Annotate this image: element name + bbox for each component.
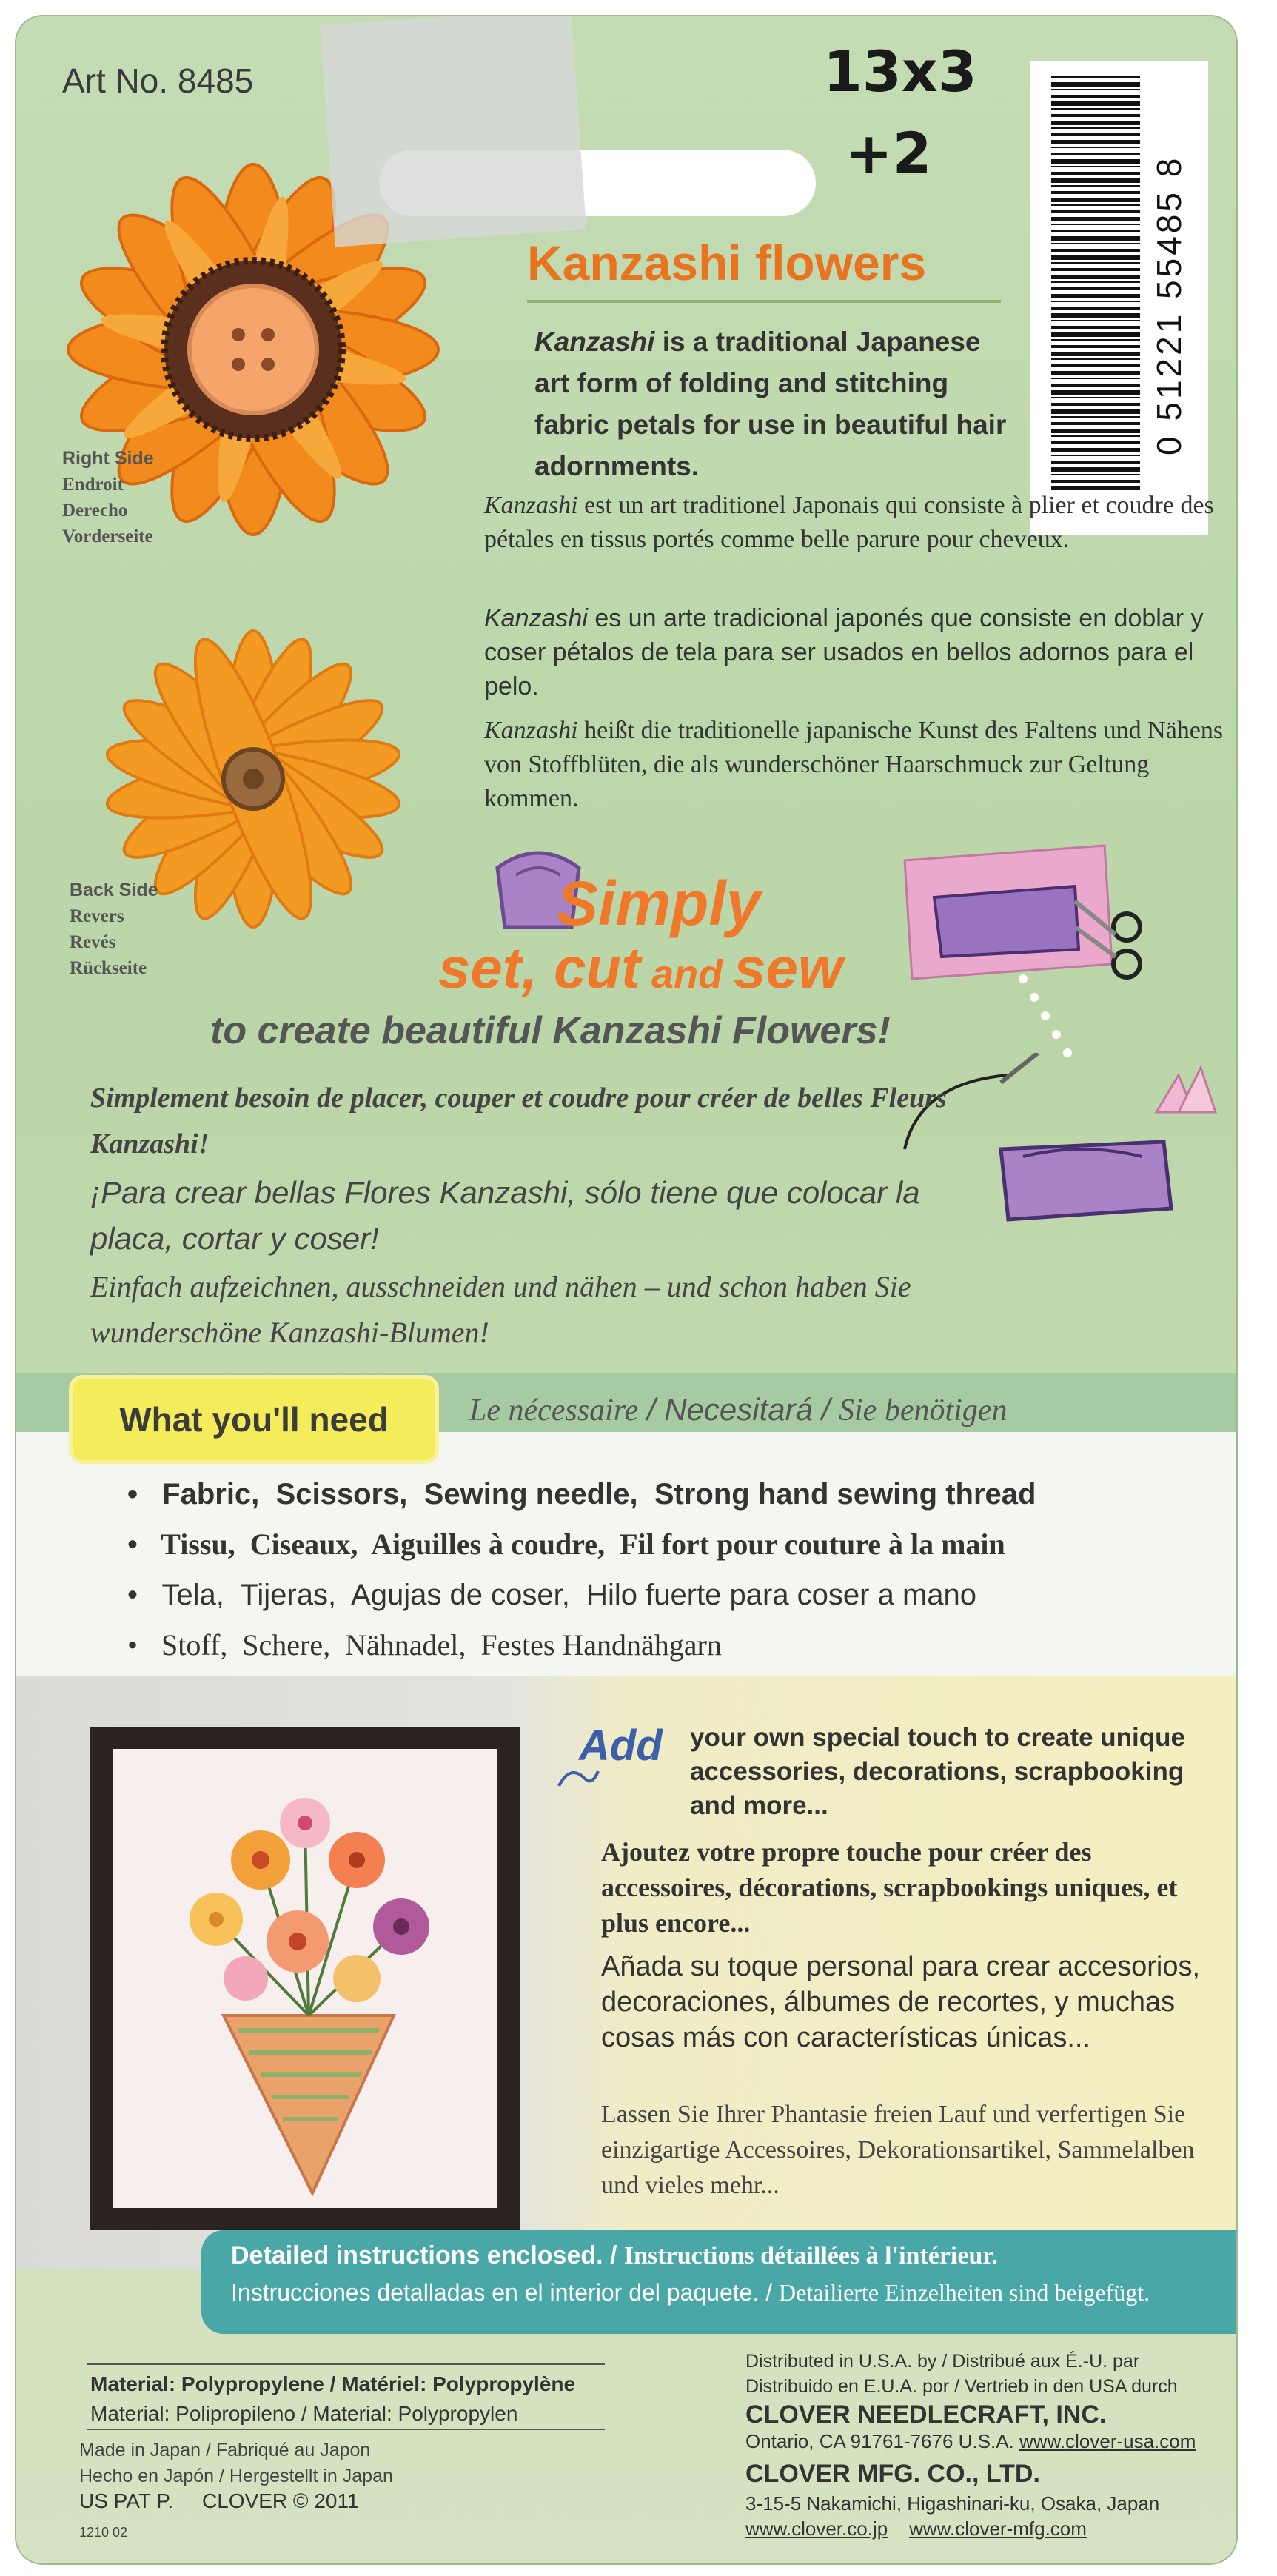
set-cut-text: set, cut <box>438 935 641 1000</box>
material-divider-bottom <box>87 2429 605 2430</box>
title-underline <box>527 300 1001 303</box>
need-row-de <box>127 1620 1036 1670</box>
patent-text: US PAT P. <box>79 2489 174 2512</box>
intro-english <box>534 321 1008 487</box>
need-de-0: Stoff, <box>161 1628 228 1662</box>
intro-fr-text: est un art traditionel Japonais qui consiste à plier et coudre des pétales en tissus portés comme belle parure pour cheveux. <box>484 492 1214 553</box>
create-tagline: to create beautiful Kanzashi Flowers! <box>210 1009 891 1052</box>
simply-german: Einfach aufzeichnen, ausschneiden und nähen – und schon haben Sie wunderschöne Kanzashi-Blumen! <box>90 1270 911 1349</box>
material-info <box>90 2369 575 2429</box>
need-sep-1: / <box>638 1392 665 1427</box>
intro-spanish <box>484 601 1224 703</box>
back-side-label-es: Revés <box>70 932 116 952</box>
need-es-label: Necesitará <box>664 1392 813 1427</box>
quilt-flower-bouquet-image <box>113 1749 497 2208</box>
set-cut-sew-heading <box>438 934 843 1002</box>
nc-address-text: Ontario, CA 91761-7676 U.S.A. <box>745 2430 1019 2452</box>
intro-french <box>484 489 1224 557</box>
simply-french: Simplement besoin de placer, couper et coudre pour créer de belles Fleurs Kanzashi! <box>90 1083 947 1160</box>
need-es-0: Tela, <box>161 1579 224 1611</box>
instructions-de: Detailierte Einzelheiten sind beigefügt. <box>779 2279 1150 2306</box>
need-es-3: Hilo fuerte para coser a mano <box>586 1579 977 1611</box>
right-side-label-es: Derecho <box>62 501 128 521</box>
need-sep-2: / <box>813 1392 839 1427</box>
need-fr-2: Aiguilles à coudre, <box>371 1528 606 1561</box>
add-french: Ajoutez votre propre touche pour créer des accessoires, décorations, scrapbookings uniques, et plus encore... <box>601 1837 1178 1938</box>
need-list <box>127 1469 1036 1670</box>
need-de-label: Sie benötigen <box>839 1394 1008 1428</box>
back-side-label-en: Back Side <box>70 880 158 900</box>
instructions-en: Detailed instructions enclosed. / <box>231 2241 624 2269</box>
scissors-fabric-illustration <box>890 838 1156 994</box>
need-en-0: Fabric, <box>162 1478 260 1511</box>
clover-mfg-name: CLOVER MFG. CO., LTD. <box>745 2460 1040 2488</box>
dist-line-1: Distributed in U.S.A. by / Distribué aux É.-U. par <box>745 2351 1140 2372</box>
right-side-label-fr: Endroit <box>62 475 124 495</box>
right-side-labels <box>62 446 154 549</box>
patent-copyright <box>79 2489 359 2513</box>
package-card <box>16 16 1236 2563</box>
clover-mfg-address <box>745 2491 1159 2541</box>
need-de-2: Nähnadel, <box>345 1628 466 1662</box>
handwritten-note-line1: 13x3 <box>823 39 977 104</box>
need-fr-1: Ciseaux, <box>249 1528 358 1561</box>
sew-text: sew <box>734 935 843 1000</box>
material-line-2: Material: Polipropileno / Material: Polypropylen <box>90 2402 518 2425</box>
need-de-1: Schere, <box>242 1628 331 1662</box>
clover-needlecraft-address <box>745 2430 1196 2453</box>
intro-german <box>484 714 1224 816</box>
intro-de-term: Kanzashi <box>484 717 578 744</box>
need-other-languages <box>469 1392 1007 1428</box>
intro-en-text: is a traditional Japanese art form of folding and stitching fabric petals for use in beautiful hair adornments. <box>534 327 1007 481</box>
back-side-label-fr: Revers <box>70 906 124 926</box>
add-english: your own special touch to create unique accessories, decorations, scrapbooking and more... <box>690 1723 1185 1820</box>
made-line-1: Made in Japan / Fabriqué au Japon <box>79 2440 371 2460</box>
copyright-text: CLOVER © 2011 <box>202 2489 359 2512</box>
simply-heading: Simply <box>557 869 761 938</box>
made-line-2: Hecho en Japón / Hergestellt in Japan <box>79 2466 393 2486</box>
clover-mfg-link[interactable]: www.clover-mfg.com <box>909 2518 1087 2540</box>
distributor-info <box>745 2349 1219 2399</box>
barcode-number: 0 51221 55485 8 <box>1150 155 1188 455</box>
lot-number: 1210 02 <box>79 2525 128 2540</box>
right-side-label-en: Right Side <box>62 448 154 469</box>
need-en-3: Strong hand sewing thread <box>654 1478 1036 1511</box>
need-en-1: Scissors, <box>275 1478 408 1511</box>
dotted-path-decoration <box>1008 971 1082 1075</box>
need-fr-0: Tissu, <box>161 1528 235 1561</box>
need-en-2: Sewing needle, <box>423 1478 638 1511</box>
back-side-label-de: Rückseite <box>70 958 147 978</box>
back-side-labels <box>70 877 158 981</box>
handwritten-note-line2: +2 <box>845 120 932 186</box>
tape-piece <box>320 16 586 247</box>
intro-es-term: Kanzashi <box>484 604 588 632</box>
add-german: Lassen Sie Ihrer Phantasie freien Lauf und verfertigen Sie einzigartige Accessoires, Dekorationsartikel, Sammelalben und vieles mehr... <box>601 2101 1195 2199</box>
product-title: Kanzashi flowers <box>527 235 927 290</box>
intro-de-text: heißt die traditionelle japanische Kunst des Faltens und Nähens von Stoffblüten, die als wunderschöner Haarschmuck zur Geltung kommen. <box>484 717 1224 812</box>
need-row-en <box>127 1469 1036 1519</box>
need-row-es <box>127 1570 1036 1620</box>
material-divider-top <box>87 2363 605 2365</box>
intro-fr-term: Kanzashi <box>484 492 578 519</box>
need-fr-label: Le nécessaire <box>469 1394 639 1428</box>
intro-en-term: Kanzashi <box>534 327 655 357</box>
simply-spanish: ¡Para crear bellas Flores Kanzashi, sólo tiene que colocar la placa, cortar y coser! <box>90 1175 920 1256</box>
clover-needlecraft-name: CLOVER NEEDLECRAFT, INC. <box>745 2401 1107 2429</box>
need-fr-3: Fil fort pour couture à la main <box>620 1528 1005 1561</box>
clover-jp-link[interactable]: www.clover.co.jp <box>745 2518 888 2540</box>
barcode-icon <box>1051 76 1140 490</box>
what-you-need-tag: What you'll need <box>73 1379 435 1460</box>
and-text: and <box>640 952 734 997</box>
need-row-fr <box>127 1519 1036 1570</box>
material-line-1: Material: Polypropylene / Matériel: Polypropylène <box>90 2372 576 2395</box>
instructions-fr: Instructions détaillées à l'intérieur. <box>623 2242 998 2269</box>
instructions-es: Instrucciones detalladas en el interior del paquete. / <box>231 2279 780 2306</box>
need-de-3: Festes Handnähgarn <box>480 1628 722 1662</box>
instructions-line-2 <box>231 2279 1150 2306</box>
add-spanish: Añada su toque personal para crear accesorios, decoraciones, álbumes de recortes, y muchas cosas más con características únicas... <box>601 1951 1201 2053</box>
instructions-line-1 <box>231 2241 998 2270</box>
art-number: Art No. 8485 <box>62 61 254 100</box>
clover-usa-link[interactable]: www.clover-usa.com <box>1019 2430 1196 2452</box>
need-es-1: Tijeras, <box>240 1579 337 1611</box>
need-es-2: Agujas de coser, <box>351 1579 570 1611</box>
intro-es-text: es un arte tradicional japonés que consiste en doblar y coser pétalos de tela para ser usados en bellos adornos para el pelo. <box>484 604 1204 700</box>
add-heading: Add <box>579 1722 663 1770</box>
dist-line-2: Distribuido en E.U.A. por / Vertrieb in den USA durch <box>745 2376 1178 2397</box>
made-in <box>79 2438 393 2489</box>
mfg-address-text: 3-15-5 Nakamichi, Higashinari-ku, Osaka, Japan <box>745 2492 1160 2515</box>
right-side-label-de: Vorderseite <box>62 526 153 546</box>
